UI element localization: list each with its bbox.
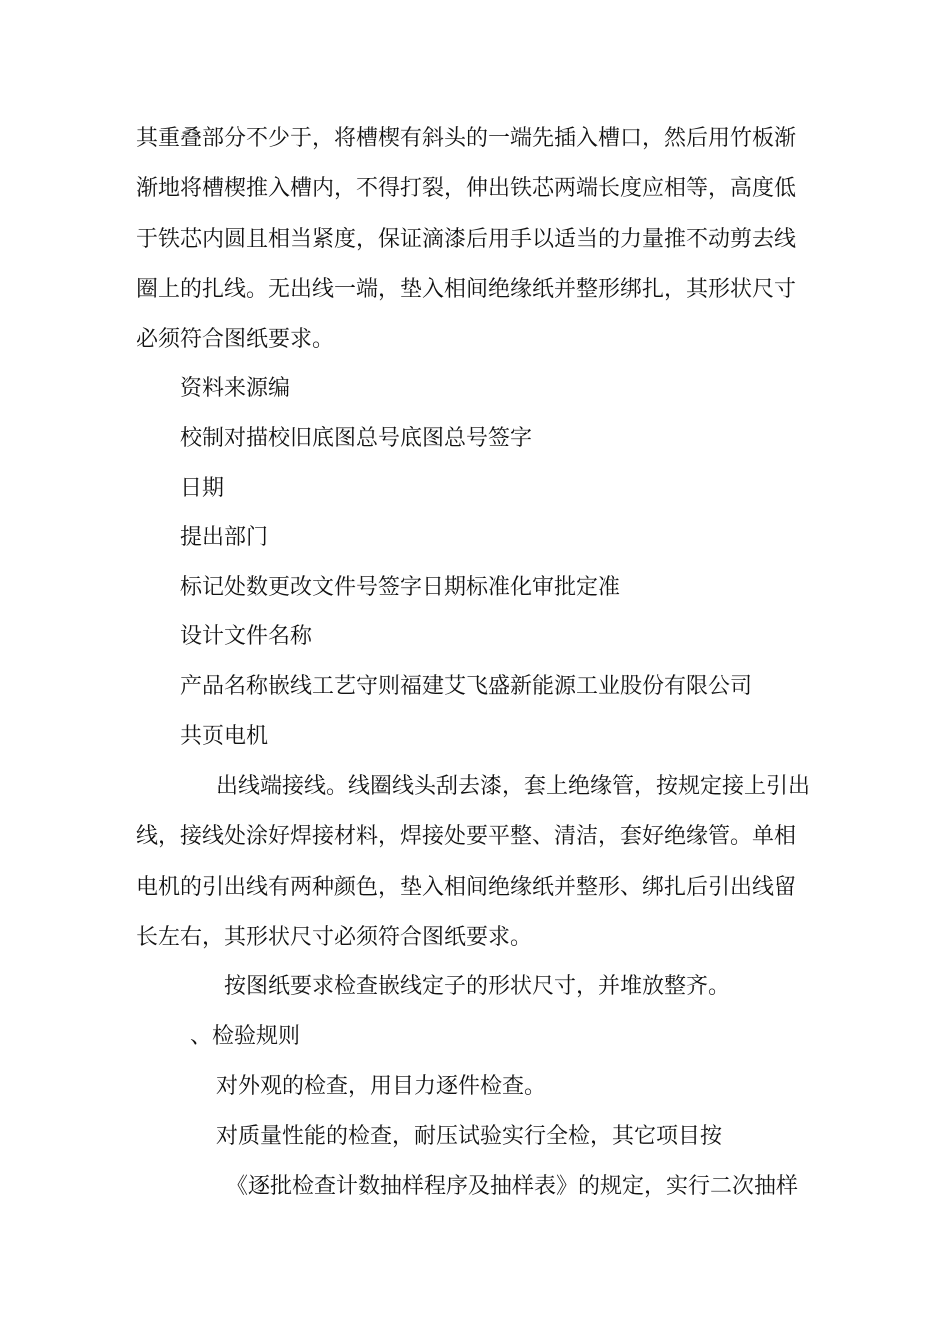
text-line: 按图纸要求检查嵌线定子的形状尺寸，并堆放整齐。 [224, 974, 731, 999]
text-line: 日期 [180, 476, 225, 501]
text-line: 设计文件名称 [180, 624, 313, 649]
text-line: 渐地将槽楔推入槽内，不得打裂，伸出铁芯两端长度应相等，高度低 [136, 176, 797, 201]
text-line: 圈上的扎线。无出线一端，垫入相间绝缘纸并整形绑扎，其形状尺寸 [136, 277, 797, 302]
text-line: 、检验规则 [190, 1024, 301, 1049]
text-line: 资料来源编 [180, 376, 291, 401]
text-line: 线，接线处涂好焊接材料，焊接处要平整、清洁，套好绝缘管。单相 [136, 824, 797, 849]
text-line: 《逐批检查计数抽样程序及抽样表》的规定，实行二次抽样 [226, 1174, 799, 1199]
text-line: 必须符合图纸要求。 [136, 327, 335, 352]
text-line: 其重叠部分不少于，将槽楔有斜头的一端先插入槽口，然后用竹板渐 [136, 126, 797, 151]
text-line: 共页电机 [180, 724, 269, 749]
text-line: 对外观的检查，用目力逐件检查。 [216, 1074, 547, 1099]
text-line: 于铁芯内圆且相当紧度，保证滴漆后用手以适当的力量推不动剪去线 [136, 227, 797, 252]
text-line: 产品名称嵌线工艺守则福建艾飞盛新能源工业股份有限公司 [180, 674, 753, 699]
text-line: 出线端接线。线圈线头刮去漆，套上绝缘管，按规定接上引出 [216, 774, 811, 799]
text-line: 标记处数更改文件号签字日期标准化审批定准 [180, 575, 621, 600]
text-line: 校制对描校旧底图总号底图总号签字 [180, 426, 533, 451]
text-line: 对质量性能的检查，耐压试验实行全检，其它项目按 [216, 1124, 723, 1149]
text-line: 提出部门 [180, 525, 269, 550]
text-line: 电机的引出线有两种颜色，垫入相间绝缘纸并整形、绑扎后引出线留 [136, 875, 797, 900]
text-line: 长左右，其形状尺寸必须符合图纸要求。 [136, 925, 533, 950]
